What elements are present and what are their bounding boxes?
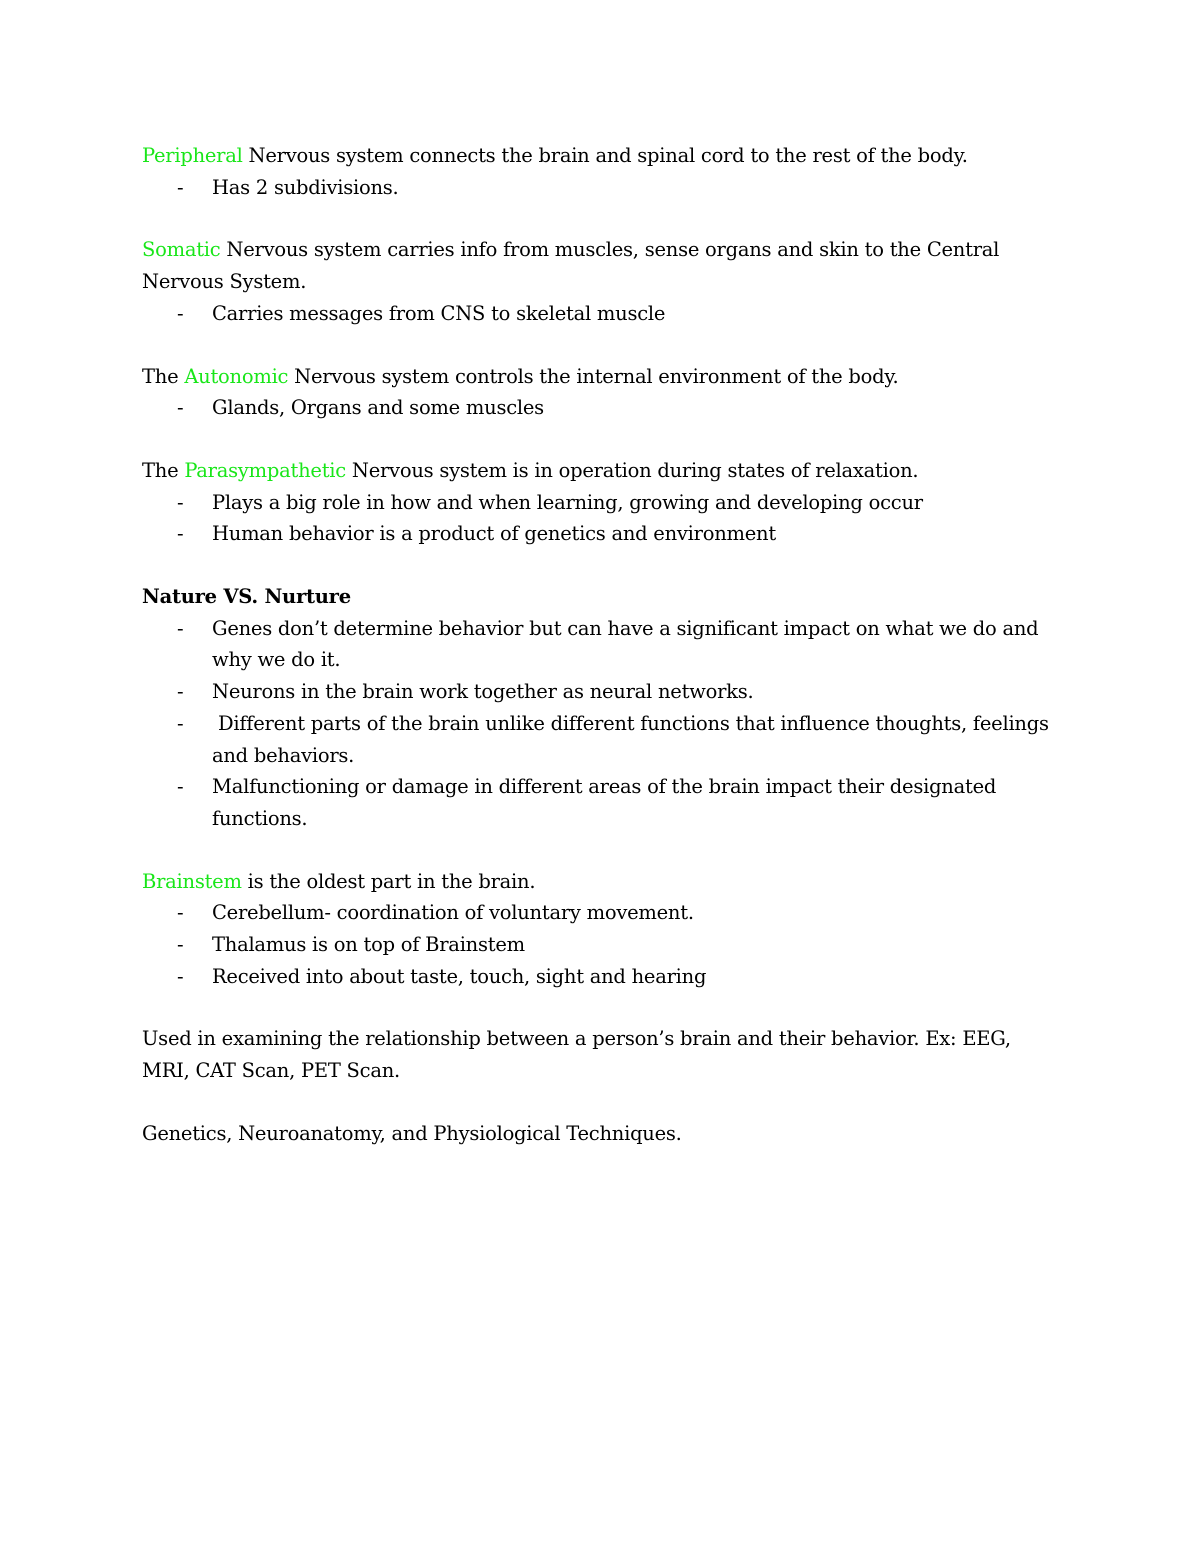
section-nature-vs-nurture (142, 581, 1055, 835)
list-item: - Malfunctioning or damage in different areas of the brain impact their designated functions. (177, 775, 997, 830)
list-item: - Glands, Organs and some muscles (177, 396, 544, 420)
list-item-text: Thalamus is on top of Brainstem (212, 933, 525, 957)
bullet-list (142, 172, 1050, 204)
paragraph-text: Nervous system is in operation during states of relaxation. (345, 458, 919, 482)
term-autonomic: Autonomic (184, 364, 289, 388)
section-brainstem (142, 866, 1050, 993)
section-prefix: The (142, 364, 185, 388)
term-brainstem: Brainstem (142, 869, 242, 893)
list-item-text: Neurons in the brain work together as neural networks. (212, 680, 754, 704)
list-item-text: Received into about taste, touch, sight and hearing (212, 964, 707, 988)
list-item-text: Human behavior is a product of genetics and environment (212, 522, 776, 546)
list-item-text: Genes don’t determine behavior but can have a significant impact on what we do and why we do it. (212, 616, 1039, 672)
paragraph-somatic (142, 234, 1050, 297)
list-item: - Human behavior is a product of genetics and environment (177, 522, 776, 546)
term-peripheral: Peripheral (142, 144, 243, 167)
list-item-text: Carries messages from CNS to skeletal muscle (212, 301, 666, 325)
list-item: - Received into about taste, touch, sight and hearing (177, 964, 707, 988)
section-parasympathetic (142, 455, 1050, 550)
list-item: - Cerebellum- coordination of voluntary movement. (177, 901, 694, 925)
list-item: - Different parts of the brain unlike different functions that influence thoughts, feelings and behaviors. (177, 711, 1055, 767)
bullet-list (142, 298, 1050, 330)
paragraph-peripheral (142, 140, 1050, 172)
section-autonomic (142, 361, 1050, 424)
paragraph-autonomic (142, 361, 1050, 393)
paragraph-techniques: Used in examining the relationship between a person’s brain and their behavior. Ex: EEG, MRI, CAT Scan, PET Scan. (142, 1027, 1011, 1083)
section-peripheral (142, 140, 1050, 203)
list-item-text: Different parts of the brain unlike different functions that influence thoughts, feelings and behaviors. (212, 711, 1055, 767)
paragraph-parasympathetic (142, 455, 1050, 487)
section-somatic (142, 234, 1050, 329)
paragraph-text: Nervous system controls the internal environment of the body. (288, 364, 899, 388)
list-item-text: Cerebellum- coordination of voluntary movement. (212, 901, 694, 925)
list-item-text: Malfunctioning or damage in different areas of the brain impact their designated functions. (212, 775, 997, 830)
bullet-list (142, 897, 1050, 992)
paragraph-text: is the oldest part in the brain. (241, 869, 536, 893)
section-prefix: The (142, 458, 185, 482)
list-item: - Neurons in the brain work together as neural networks. (177, 680, 754, 704)
term-parasympathetic: Parasympathetic (184, 458, 346, 482)
term-somatic: Somatic (142, 238, 221, 262)
paragraph-summary: Genetics, Neuroanatomy, and Physiological Techniques. (142, 1121, 682, 1145)
bullet-list (142, 392, 1050, 424)
list-item-text: Plays a big role in how and when learning, growing and developing occur (212, 490, 923, 514)
list-item: - Genes don’t determine behavior but can have a significant impact on what we do and why we do it. (177, 616, 1039, 672)
section-summary (142, 1118, 1050, 1150)
paragraph-text: Nervous system connects the brain and spinal cord to the rest of the body. (242, 144, 968, 167)
list-item-text: Has 2 subdivisions. (212, 175, 399, 199)
bullet-list (142, 613, 1055, 835)
list-item: - Plays a big role in how and when learning, growing and developing occur (177, 490, 923, 514)
list-item: - Thalamus is on top of Brainstem (177, 933, 525, 957)
list-item: - Carries messages from CNS to skeletal muscle (177, 301, 666, 325)
list-item-text: Glands, Organs and some muscles (212, 396, 544, 420)
paragraph-brainstem (142, 866, 1050, 898)
list-item: - Has 2 subdivisions. (177, 175, 399, 199)
section-techniques (142, 1023, 1050, 1086)
bullet-list (142, 487, 1050, 550)
paragraph-text: Nervous system carries info from muscles, sense organs and skin to the Central Nervous System. (142, 238, 1000, 294)
heading-nature-vs-nurture: Nature VS. Nurture (142, 585, 351, 609)
